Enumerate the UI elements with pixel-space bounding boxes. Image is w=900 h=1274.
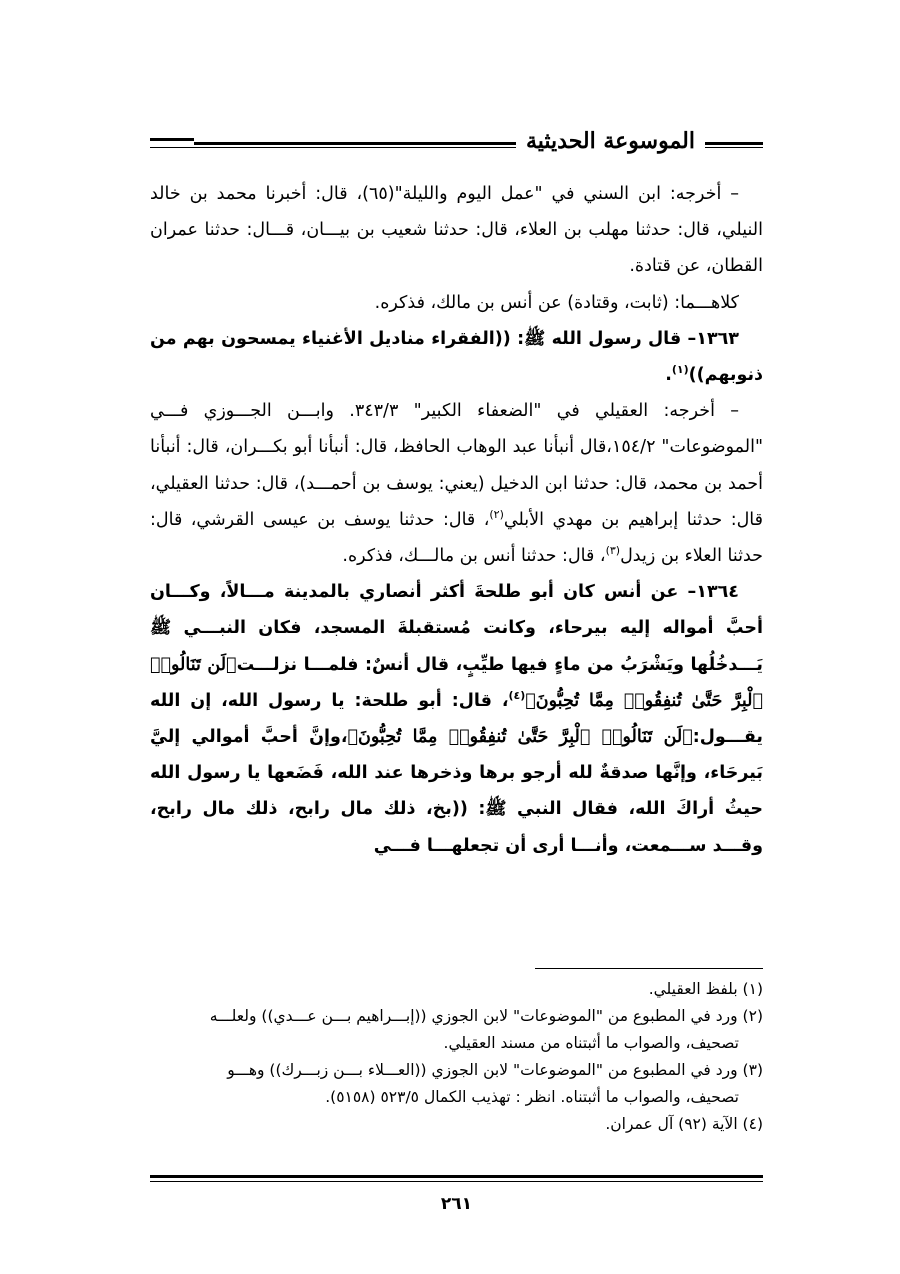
takhrij-paragraph-1: – أخرجه: ابن السني في "عمل اليوم والليلة"(٦٥)، قال: أخبرنا محمد بن خالد النيلي، قال: حدثنا مهلب بن العلاء، قال: حدثنا شعيب بن بيـــان، قـــال: حدثنا عمران القطان، عن قتادة. (150, 184, 763, 277)
footnote-ref-1: (١) (671, 363, 689, 377)
footnote-2: (٢) ورد في المطبوع من "الموضوعات" لابن الجوزي ((إبـــراهيم بـــن عـــدي)) ولعلـــه (209, 1007, 763, 1025)
footnote-1: (١) بلفظ العقيلي. (648, 980, 763, 998)
takhrij-2-part-a: – أخرجه: العقيلي في "الضعفاء الكبير" ٣٤٣/٣. وابـــن الجـــوزي فـــي "الموضوعات" ١٥٤/٢،قال أنبأنا عبد الوهاب الحافظ، قال: أنبأنا أبو بكـــران، قال: أنبأنا أحمد بن محمد، قال: حدثنا ابن الدخيل (يعني: يوسف بن أحمـــد)، قال: حدثنا العقيلي، قال: حدثنا إبراهيم بن مهدي الأبلي (150, 401, 764, 530)
page-number: ٢٦١ (440, 1194, 473, 1214)
takhrij-paragraph-2 (150, 393, 763, 574)
footnote-ref-2: (٢) (489, 508, 504, 521)
hadith-1363 (150, 321, 763, 393)
footnote-4: (٤) الآية (٩٢) آل عمران. (605, 1115, 763, 1133)
footer-rule-thin (150, 1181, 763, 1182)
takhrij-2-part-c: ، قال: حدثنا أنس بن مالـــك، فذكره. (342, 546, 606, 567)
summary-line: كلاهـــما: (ثابت، وقتادة) عن أنس بن مالك، فذكره. (374, 292, 739, 313)
hadith-1364-part-c: ،وإنَّ أحبَّ أموالي إليَّ بَيرحَاء، وإنَّها صدقةٌ لله أرجو برها وذخرها عند الله، فَضَعها يا رسول الله حيثُ أراكَ الله، فقال النبي ﷺ: ((بخ، ذلك مال رابح، ذلك مال رابح، وقـــد ســـمعت، وأنـــا أرى أن تجعلهـــا فـــي (150, 727, 763, 856)
footnote-3: (٣) ورد في المطبوع من "الموضوعات" لابن الجوزي ((العـــلاء بـــن زبـــرك)) وهـــو (227, 1061, 763, 1079)
footnote-separator (535, 968, 763, 969)
quran-verse-2: ﴿لَن تَنَالُوا۟ ٱلْبِرَّ حَتَّىٰ تُنفِقُوا۟ مِمَّا تُحِبُّونَ﴾ (347, 727, 693, 748)
hadith-1363-end: . (665, 365, 672, 386)
hadith-1364-part-b: ، قال: أبو طلحة: يا رسول الله، إن الله يقـــول: (150, 690, 763, 748)
hadith-1364-part-a: ١٣٦٤– عن أنس كان أبو طلحةَ أكثر أنصاري بالمدينة مـــالاً، وكـــان أحبَّ أمواله إليه بيرحاء، وكانت مُستقبلةَ المسجد، فكان النبـــي ﷺ يَـــدخُلُها ويَشْرَبُ من ماءٍ فيها طيِّبٍ، قال أنسٌ: فلمـــا نزلـــت (150, 582, 763, 675)
footnote-ref-3: (٣) (605, 544, 621, 558)
document-page (150, 118, 764, 1214)
header-title: الموسوعة الحديثية (516, 124, 705, 158)
header-ornament-dash (150, 138, 194, 148)
footnote-ref-4: (٤) (508, 689, 526, 703)
footnotes (150, 976, 763, 1138)
main-text (150, 176, 763, 864)
footnote-2-continuation: تصحيف، والصواب ما أثبتناه من مسند العقيلي. (443, 1034, 739, 1052)
footnote-3-continuation: تصحيف، والصواب ما أثبتناه. انظر : تهذيب الكمال ٥٢٣/٥ (٥١٥٨). (325, 1088, 739, 1106)
takhrij-2-part-b: ، قال: حدثنا يوسف بن عيسى القرشي، قال: حدثنا العلاء بن زيدل (150, 509, 763, 567)
hadith-1364 (150, 574, 763, 864)
quran-verse-1: ﴿لَن تَنَالُوا۟ ٱلْبِرَّ حَتَّىٰ تُنفِقُوا۟ مِمَّا تُحِبُّونَ﴾ (150, 654, 764, 711)
page-header (150, 118, 763, 176)
hadith-1363-text: ١٣٦٣– قال رسول الله ﷺ: ((الفقراء مناديل الأغنياء يمسحون بهم من ذنوبهم)) (150, 328, 763, 386)
footer-rule-thick (150, 1175, 763, 1178)
